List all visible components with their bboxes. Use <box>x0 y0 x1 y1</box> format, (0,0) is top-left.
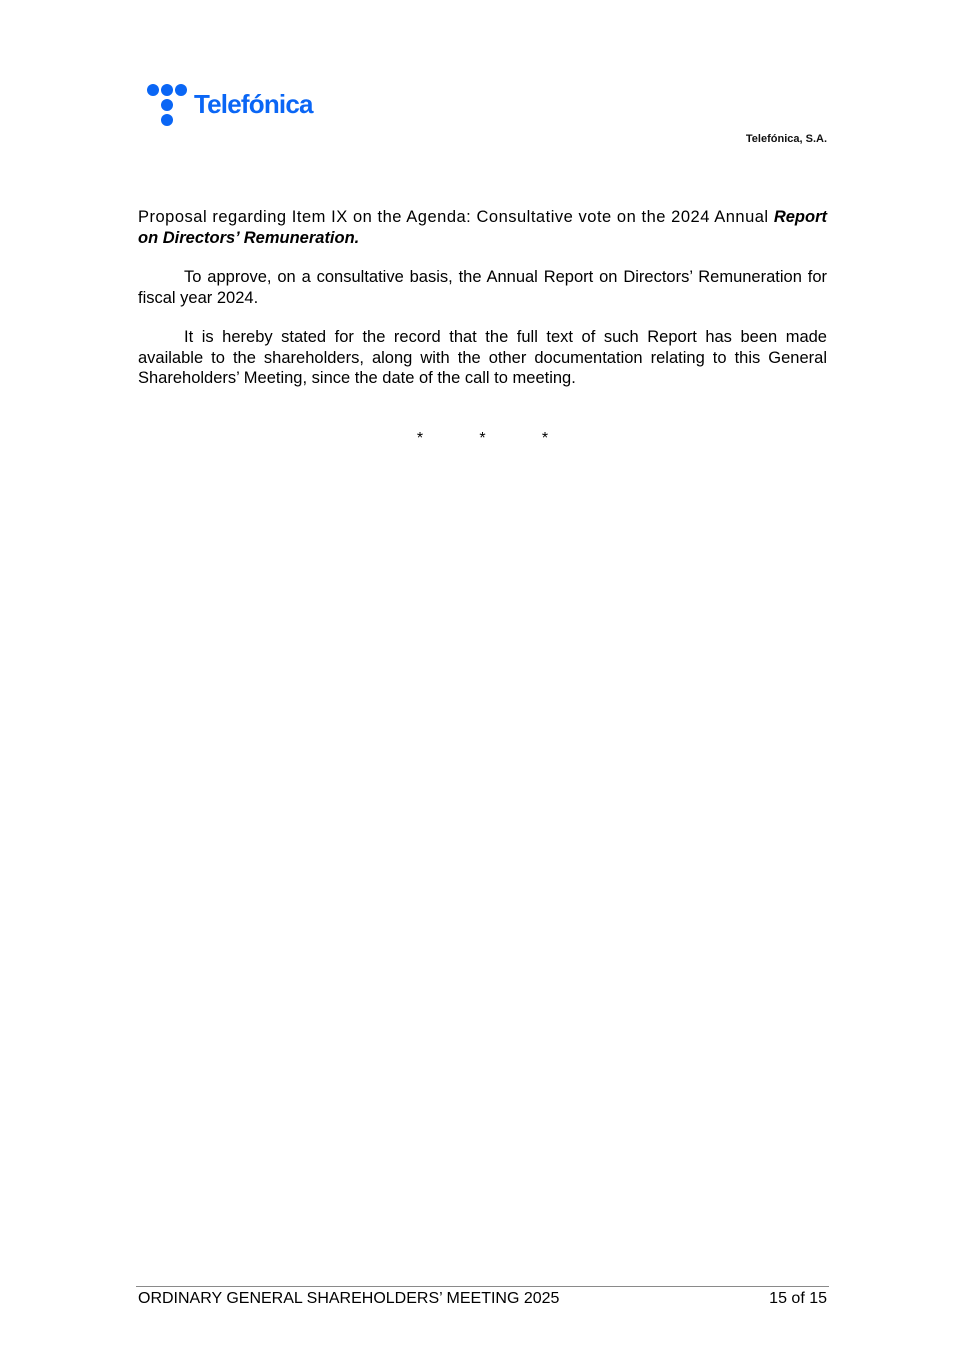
proposal-body <box>138 207 827 389</box>
separator-star: * <box>416 430 424 447</box>
heading-intro: Proposal regarding Item IX on the Agenda: Consultative vote on the 2024 Annual <box>138 208 769 226</box>
footer-page-number: 15 of 15 <box>769 1290 827 1307</box>
telefonica-t-mark-icon <box>146 83 190 129</box>
logo-wordmark: Telefónica <box>194 89 313 119</box>
company-name: Telefónica, S.A. <box>745 133 827 145</box>
heading-emphasis: Report on Directors’ Remuneration. <box>138 208 827 247</box>
separator-star: * <box>541 430 549 447</box>
telefonica-logo <box>146 83 326 129</box>
section-separator <box>0 430 965 448</box>
paragraph-record: It is hereby stated for the record that the full text of such Report has been made available to the shareholders, along with the other documentation relating to this General Shareholders’ Meeting, since the date of the call to meeting. <box>138 328 827 387</box>
separator-star: * <box>479 430 486 447</box>
footer-meeting-title: ORDINARY GENERAL SHAREHOLDERS’ MEETING 2025 <box>138 1290 560 1307</box>
proposal-heading <box>138 207 827 248</box>
footer-divider <box>136 1286 829 1287</box>
paragraph-approval: To approve, on a consultative basis, the Annual Report on Directors’ Remuneration for fiscal year 2024. <box>138 268 827 307</box>
